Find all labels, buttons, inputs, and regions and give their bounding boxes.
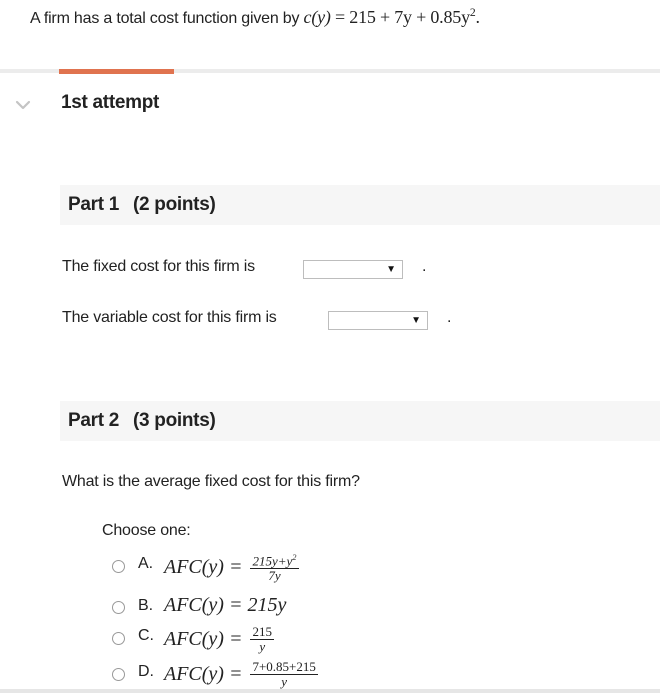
option-d-fraction: $\frac{7+0.85+215}{y}$ — [252, 659, 316, 689]
option-d-lhs: AFC(y) = — [164, 662, 243, 685]
part1-points: (2 points) — [133, 194, 216, 215]
option-c-lhs: AFC(y) = — [164, 627, 243, 650]
part1-label: Part 1 — [68, 194, 120, 215]
part2-header — [60, 401, 660, 441]
fixed-cost-prompt: The fixed cost for this firm is — [62, 258, 255, 275]
option-a-letter: A. — [138, 555, 154, 572]
part2-points: (3 points) — [133, 410, 216, 431]
dropdown-arrow-icon: ▼ — [411, 315, 421, 326]
option-a-lhs: AFC(y) = — [164, 556, 243, 579]
fixed-cost-period: . — [422, 258, 427, 275]
variable-cost-prompt: The variable cost for this firm is — [62, 309, 277, 326]
part2-question: What is the average fixed cost for this firm? — [62, 473, 360, 490]
option-b-radio[interactable] — [112, 601, 125, 614]
option-b-letter: B. — [138, 597, 154, 614]
part2-label: Part 2 — [68, 410, 120, 431]
option-d-letter: D. — [138, 663, 154, 680]
option-a-radio[interactable] — [112, 560, 125, 573]
option-b-lhs: AFC(y) = 215y — [164, 594, 287, 616]
option-c-letter: C. — [138, 627, 154, 644]
variable-cost-period: . — [447, 309, 452, 326]
option-c-radio[interactable] — [112, 632, 125, 645]
option-d-radio[interactable] — [112, 668, 125, 681]
option-c-fraction: $\frac{215}{y}$ — [252, 624, 272, 654]
chevron-down-icon[interactable] — [12, 96, 34, 114]
choose-one-label: Choose one: — [102, 522, 191, 539]
option-a-fraction: $\frac{215y+y^2}{7y}$ — [252, 552, 297, 583]
bottom-divider — [0, 689, 660, 693]
active-tab-indicator — [59, 69, 174, 74]
variable-cost-dropdown[interactable] — [328, 311, 428, 330]
attempt-title[interactable]: 1st attempt — [61, 92, 160, 113]
fixed-cost-dropdown[interactable] — [303, 260, 403, 279]
question-text: A firm has a total cost function given by $c(y) = 215 + 7y + 0.85y^2$. — [30, 6, 480, 27]
dropdown-arrow-icon: ▼ — [386, 264, 396, 275]
part1-header — [60, 185, 660, 225]
